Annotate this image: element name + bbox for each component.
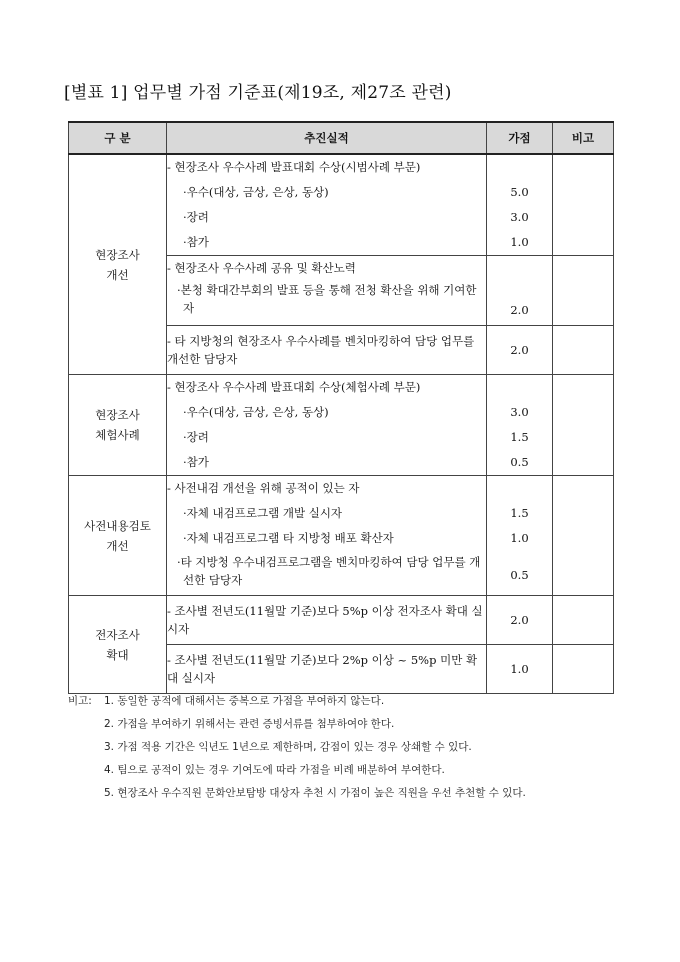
note-cell: [553, 256, 614, 326]
score-value: 2.0: [510, 303, 529, 317]
item-label: ·자체 내검프로그램 타 지방청 배포 확산자: [183, 531, 394, 545]
category-line: 현장조사: [95, 408, 140, 422]
header-note: 비고: [553, 122, 614, 154]
item-label: ·본청 확대간부회의 발표 등을 통해 전청 확산을 위해 기여한 자: [177, 283, 477, 315]
category-line: 개선: [106, 267, 129, 282]
header-score: 가점: [487, 122, 553, 154]
group-head: - 사전내검 개선을 위해 공적이 있는 자: [167, 481, 360, 495]
note-line: 3. 가점 적용 기간은 익년도 1년으로 제한하며, 감점이 있는 경우 상쇄할 수 있다.: [104, 741, 472, 753]
note-line: 5. 현장조사 우수직원 문화안보탐방 대상자 추천 시 가점이 높은 직원을 우선 추천할 수 있다.: [104, 787, 526, 799]
score-value: 1.5: [510, 506, 529, 520]
category-field-survey-experience: [69, 375, 167, 476]
score-cell: [487, 256, 553, 326]
group-head: - 조사별 전년도(11월말 기준)보다 5%p 이상 전자조사 확대 실시자: [167, 604, 483, 636]
table-row: [69, 154, 614, 256]
note-cell: [553, 645, 614, 694]
score-value: 2.0: [510, 343, 529, 357]
item-label: ·참가: [183, 235, 209, 249]
note-text: 1. 동일한 공적에 대해서는 중복으로 가점을 부여하지 않는다.: [104, 695, 385, 707]
achievement-cell: [167, 476, 487, 596]
category-line: 개선: [106, 538, 129, 553]
note-cell: [553, 154, 614, 256]
score-value: 1.0: [510, 662, 529, 676]
score-cell: [487, 154, 553, 256]
achievement-cell: [167, 326, 487, 375]
score-cell: [487, 326, 553, 375]
score-value: 0.5: [510, 455, 529, 469]
category-line: 체험사례: [95, 428, 140, 442]
category-e-survey-expansion: [69, 596, 167, 694]
achievement-cell: [167, 645, 487, 694]
achievement-cell: [167, 256, 487, 326]
score-value: 1.0: [510, 235, 529, 249]
group-head: - 현장조사 우수사례 발표대회 수상(체험사례 부문): [167, 380, 421, 394]
note-cell: [553, 326, 614, 375]
group-head: - 현장조사 우수사례 발표대회 수상(시범사례 부문): [167, 160, 421, 174]
notes-label: 비고:: [68, 695, 92, 707]
achievement-cell: [167, 154, 487, 256]
item-label: ·장려: [183, 430, 209, 444]
score-value: 3.0: [510, 210, 529, 224]
achievement-cell: [167, 375, 487, 476]
category-line: 전자조사: [95, 627, 140, 642]
score-cell: [487, 645, 553, 694]
score-cell: [487, 476, 553, 596]
score-value: 2.0: [510, 613, 529, 627]
score-value: 1.0: [510, 531, 529, 545]
achievement-cell: [167, 596, 487, 645]
table-header-row: [69, 122, 614, 154]
header-achievement: 추진실적: [167, 122, 487, 154]
item-label: ·장려: [183, 210, 209, 224]
group-head: - 조사별 전년도(11월말 기준)보다 2%p 이상 ~ 5%p 미만 확대 실시자: [167, 653, 478, 685]
table-row: [69, 375, 614, 476]
table-row: [69, 476, 614, 596]
group-head: - 타 지방청의 현장조사 우수사례를 벤치마킹하여 담당 업무를 개선한 담당자: [167, 334, 475, 366]
notes-block: [68, 690, 628, 805]
score-value: 3.0: [510, 405, 529, 419]
note-line: 4. 팀으로 공적이 있는 경우 기여도에 따라 가점을 비례 배분하여 부여한다.: [104, 764, 445, 776]
category-line: 확대: [106, 647, 129, 662]
category-pre-review-improvement: [69, 476, 167, 596]
item-label: ·자체 내검프로그램 개발 실시자: [183, 506, 343, 520]
note-cell: [553, 375, 614, 476]
note-cell: [553, 596, 614, 645]
table-row: [69, 596, 614, 645]
header-category: 구 분: [69, 122, 167, 154]
category-field-survey-improvement: [69, 154, 167, 375]
note-cell: [553, 476, 614, 596]
item-label: ·우수(대상, 금상, 은상, 동상): [183, 405, 329, 419]
note-line: 2. 가점을 부여하기 위해서는 관련 증빙서류를 첨부하여야 한다.: [104, 718, 395, 730]
score-cell: [487, 596, 553, 645]
group-head: - 현장조사 우수사례 공유 및 확산노력: [167, 261, 356, 275]
item-label: ·참가: [183, 455, 209, 469]
score-value: 0.5: [510, 568, 529, 582]
score-cell: [487, 375, 553, 476]
score-value: 1.5: [510, 430, 529, 444]
item-label: ·우수(대상, 금상, 은상, 동상): [183, 185, 329, 199]
item-label: ·타 지방청 우수내검프로그램을 벤치마킹하여 담당 업무를 개선한 담당자: [177, 555, 481, 587]
score-value: 5.0: [510, 185, 529, 199]
page-title: [별표 1] 업무별 가점 기준표(제19조, 제27조 관련): [64, 83, 452, 103]
category-line: 사전내용검토: [84, 518, 151, 533]
category-line: 현장조사: [95, 247, 140, 262]
note-line: [68, 690, 628, 713]
criteria-table: [68, 121, 614, 694]
